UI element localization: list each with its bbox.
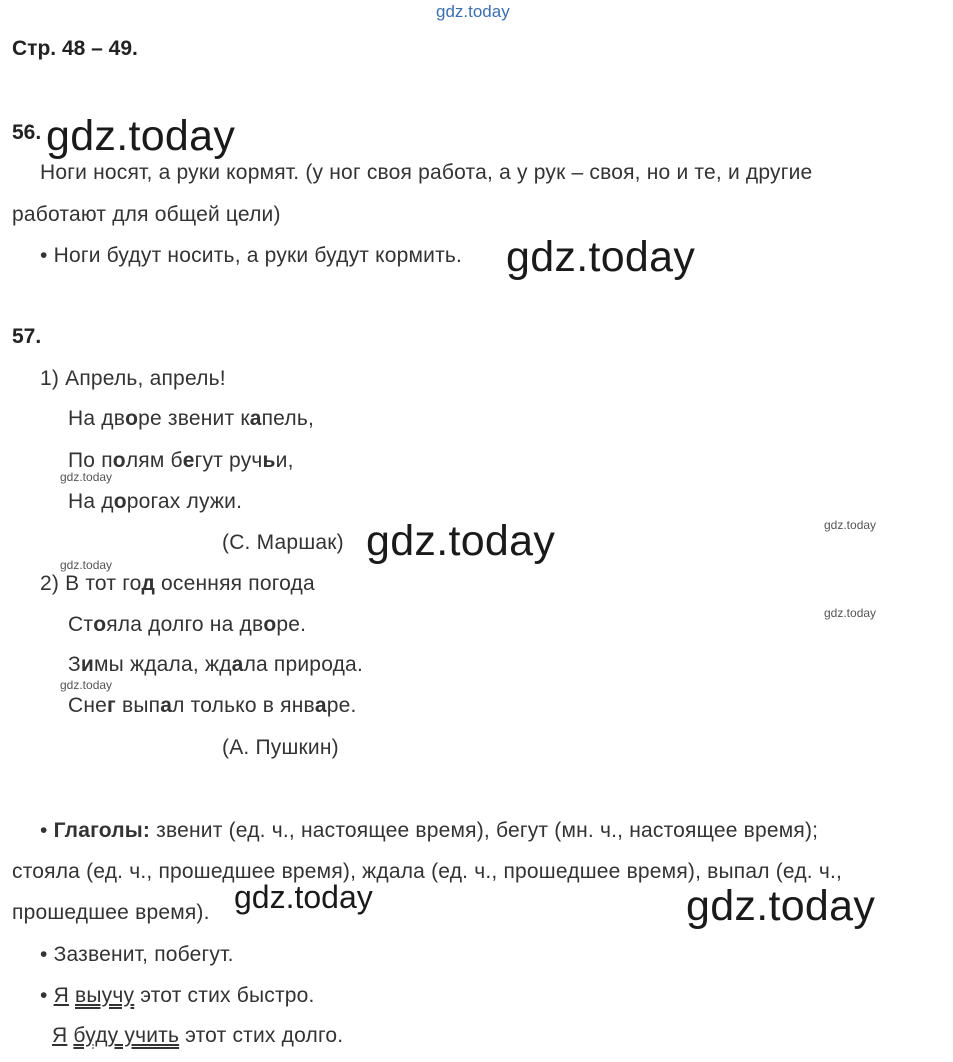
prefixed-verbs: • Зазвенит, побегут. xyxy=(40,943,234,966)
page-reference: Стр. 48 – 49. xyxy=(12,37,138,60)
watermark-small-2: gdz.today xyxy=(824,518,877,532)
sentence-1: • Я выучу этот стих быстро. xyxy=(40,984,315,1007)
watermark-4: gdz.today xyxy=(234,879,373,915)
watermark-small-3: gdz.today xyxy=(60,558,113,572)
verbs-line-2: стояла (ед. ч., прошедшее время), ждала (ед. ч., прошедшее время), выпал (ед. ч., xyxy=(12,860,843,883)
subject: Я xyxy=(52,1024,68,1047)
verbs-line-1: • Глаголы: звенит (ед. ч., настоящее время), бегут (мн. ч., настоящее время); xyxy=(40,819,819,842)
watermark-5: gdz.today xyxy=(686,882,876,930)
verbs-line-3: прошедшее время). xyxy=(12,901,210,924)
poem-2-line-2: Стояла долго на дворе. xyxy=(68,613,307,636)
predicate: буду учить xyxy=(73,1024,180,1047)
sentence-2: Я буду учить этот стих долго. xyxy=(52,1024,344,1047)
poem-2-author: (А. Пушкин) xyxy=(222,736,339,759)
poem-2-line-4: Снег выпал только в январе. xyxy=(68,694,357,717)
poem-1-line-1: 1) Апрель, апрель! xyxy=(40,367,226,390)
watermark-3: gdz.today xyxy=(366,517,556,565)
bullet: • xyxy=(40,819,48,842)
poem-1-line-2: На дворе звенит капель, xyxy=(68,407,314,430)
poem-1-author: (С. Маршак) xyxy=(222,531,344,554)
poem-2-line-3: Зимы ждала, ждала природа. xyxy=(68,653,363,676)
watermark-small-1: gdz.today xyxy=(60,470,113,484)
exercise-56-line-2: работают для общей цели) xyxy=(12,203,281,226)
watermark-small-4: gdz.today xyxy=(824,606,877,620)
poem-1-line-4: На дорогах лужи. xyxy=(68,490,243,513)
verbs-label: Глаголы: xyxy=(53,819,151,842)
exercise-57-number: 57. xyxy=(12,325,42,348)
watermark-1: gdz.today xyxy=(46,112,236,160)
exercise-56-line-1: Ноги носят, а руки кормят. (у ног своя работа, а у рук – своя, но и те, и другие xyxy=(40,161,813,184)
exercise-56-number: 56. xyxy=(12,121,42,144)
watermark-2: gdz.today xyxy=(506,233,696,281)
predicate: выучу xyxy=(75,984,135,1007)
subject: Я xyxy=(53,984,69,1007)
exercise-56-line-3: • Ноги будут носить, а руки будут кормить. xyxy=(40,244,463,267)
poem-2-line-1: 2) В тот год осенняя погода xyxy=(40,572,315,595)
poem-1-line-3: По полям бегут ручьи, xyxy=(68,449,294,472)
watermark-small-5: gdz.today xyxy=(60,678,113,692)
watermark-top: gdz.today xyxy=(436,2,510,21)
